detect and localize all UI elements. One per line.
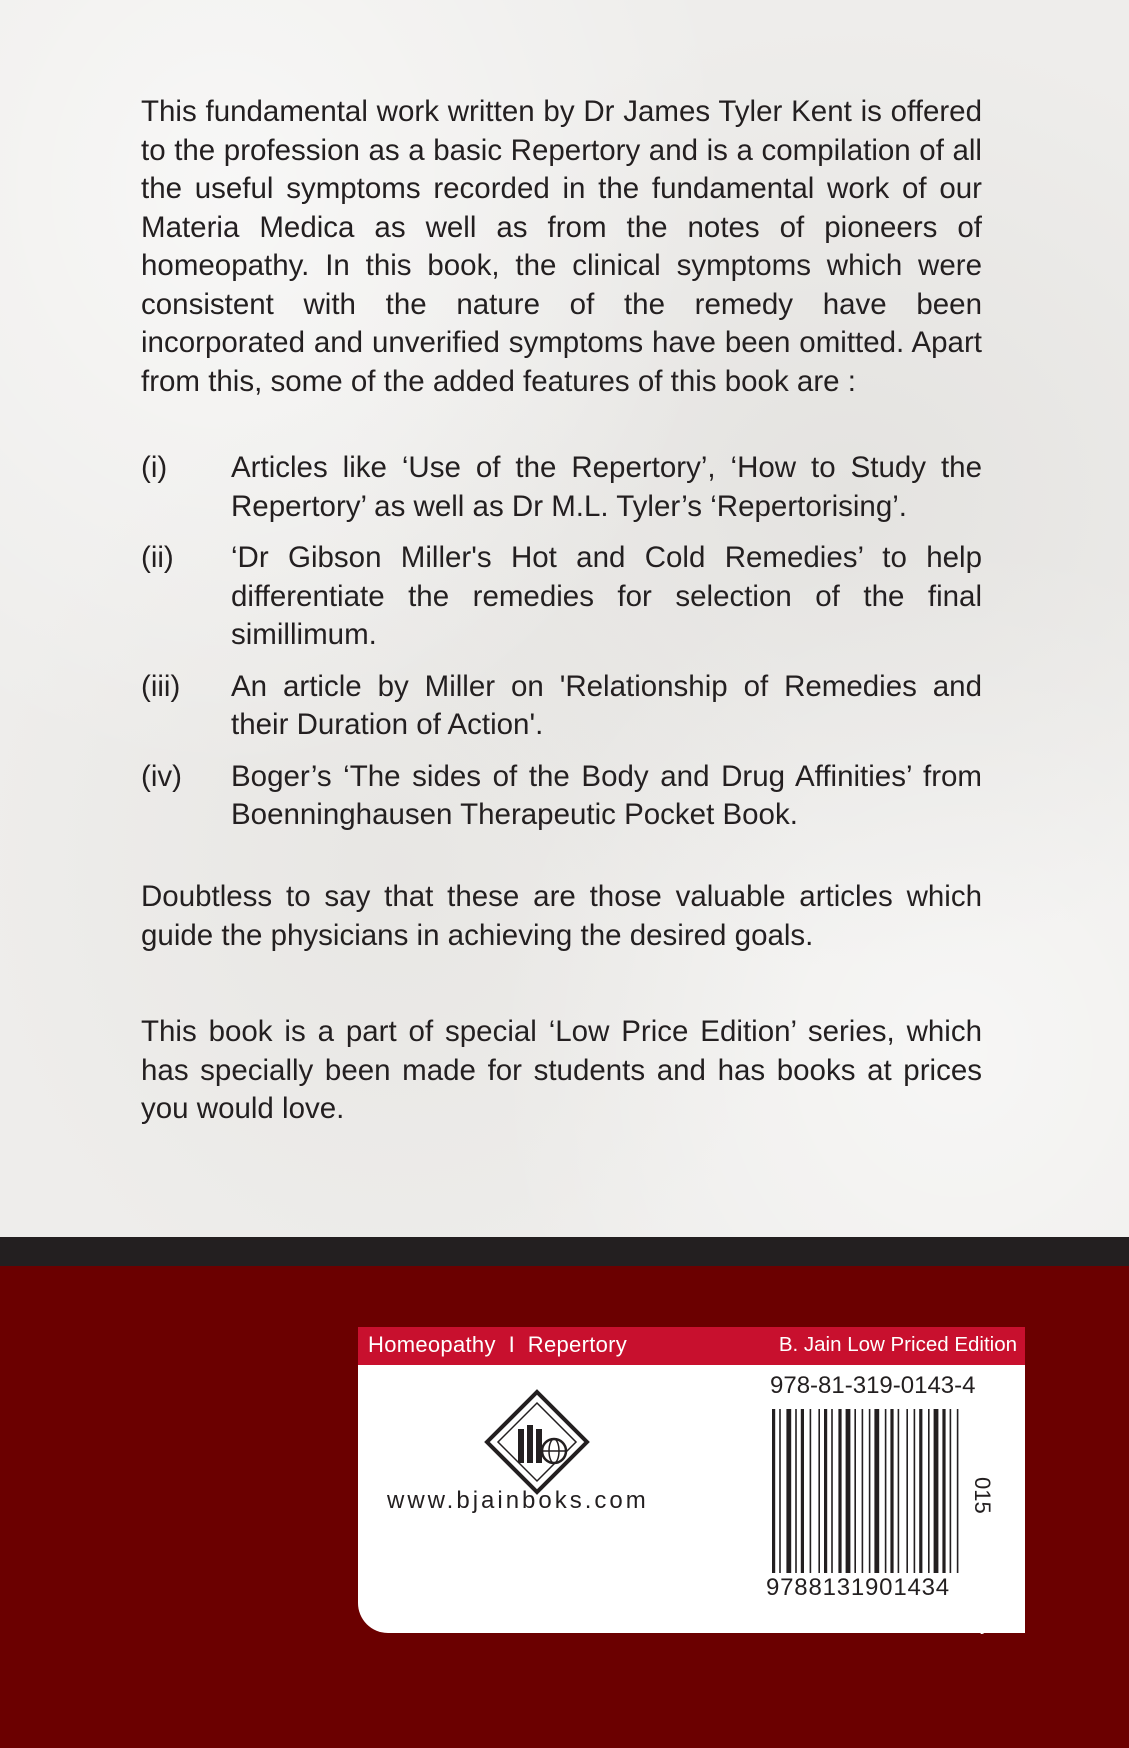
publisher-website: www.bjainboks.com xyxy=(387,1487,649,1514)
barcode-bar xyxy=(928,1409,930,1573)
barcode-bar xyxy=(869,1409,871,1573)
features-list xyxy=(141,449,982,848)
isbn-number: 978-81-319-0143-4 xyxy=(770,1372,976,1399)
closing-paragraph: Doubtless to say that these are those valuable articles which guide the physicians in achieving the desired goals. xyxy=(141,880,982,952)
barcode-bar xyxy=(795,1409,797,1573)
barcode-bar xyxy=(934,1409,939,1573)
barcode-bar xyxy=(885,1409,887,1573)
barcode-bar xyxy=(818,1409,820,1573)
dark-divider-band xyxy=(0,1237,1129,1266)
barcode-bar xyxy=(914,1409,916,1573)
intro-paragraph: This fundamental work written by Dr James Tyler Kent is offered to the profession as a basic Repertory and is a compilation of all the useful symptoms recorded in the fundamental work of our Materia Medica as well as from the notes of pioneers of homeopathy. In this book, the clinical symptoms which were consistent with the nature of the remedy have been incorporated and unverified symptoms have been omitted. Apart from this, some of the added features of this book are : xyxy=(141,95,982,398)
category-label: Homeopathy I Repertory xyxy=(368,1332,628,1357)
barcode-bar xyxy=(862,1409,864,1573)
list-item-text: ‘Dr Gibson Miller's Hot and Cold Remedies’ to help differentiate the remedies for selection of the final simillimum. xyxy=(231,541,982,651)
publisher-info-box xyxy=(358,1327,1025,1633)
list-item-number: (ii) xyxy=(141,541,174,574)
b-jain-logo-icon xyxy=(484,1389,590,1495)
barcode-bar xyxy=(801,1409,804,1573)
list-item xyxy=(141,539,982,655)
barcode-bar xyxy=(906,1409,908,1573)
info-box-header xyxy=(358,1327,1025,1365)
barcode-bar xyxy=(957,1409,959,1573)
edition-label: B. Jain Low Priced Edition xyxy=(778,1333,1017,1356)
barcode-bar xyxy=(890,1409,893,1573)
barcode-bar xyxy=(874,1409,879,1573)
barcode-bar xyxy=(786,1409,791,1573)
list-item-number: (iii) xyxy=(141,669,181,703)
list-item-text: Articles like ‘Use of the Repertory’, ‘How to Study the Repertory’ as well as Dr M.L. Tyler’s ‘Repertorising’. xyxy=(231,451,982,523)
list-item-number: (i) xyxy=(141,451,168,484)
barcode-bar xyxy=(942,1409,945,1573)
barcode-bar xyxy=(838,1409,841,1573)
barcode-bar xyxy=(846,1409,851,1573)
list-item xyxy=(141,668,982,745)
barcode-icon xyxy=(772,1409,982,1573)
barcode-bar xyxy=(919,1409,922,1573)
sale-restriction-note: For sale within India only xyxy=(782,1614,992,1635)
barcode-bar xyxy=(824,1409,827,1573)
list-item-number: (iv) xyxy=(141,759,182,793)
list-item-text: An article by Miller on 'Relationship of Remedies and their Duration of Action'. xyxy=(231,669,982,741)
barcode-bar xyxy=(779,1409,781,1573)
barcode-bar xyxy=(854,1409,856,1573)
barcode-bar xyxy=(898,1409,900,1573)
list-item xyxy=(141,758,982,835)
barcode-bar xyxy=(950,1409,952,1573)
series-paragraph: This book is a part of special ‘Low Price Edition’ series, which has specially been made for students and has books at prices you would love. xyxy=(141,1015,982,1125)
list-item xyxy=(141,449,982,526)
list-item-text: Boger’s ‘The sides of the Body and Drug Affinities’ from Boenninghausen Therapeutic Pocket Book. xyxy=(231,759,982,831)
barcode-bar xyxy=(772,1409,775,1573)
price-code: 015 xyxy=(970,1477,995,1514)
barcode-bar xyxy=(810,1409,812,1573)
barcode-bar xyxy=(831,1409,833,1573)
barcode-digits: 9788131901434 xyxy=(766,1574,950,1601)
